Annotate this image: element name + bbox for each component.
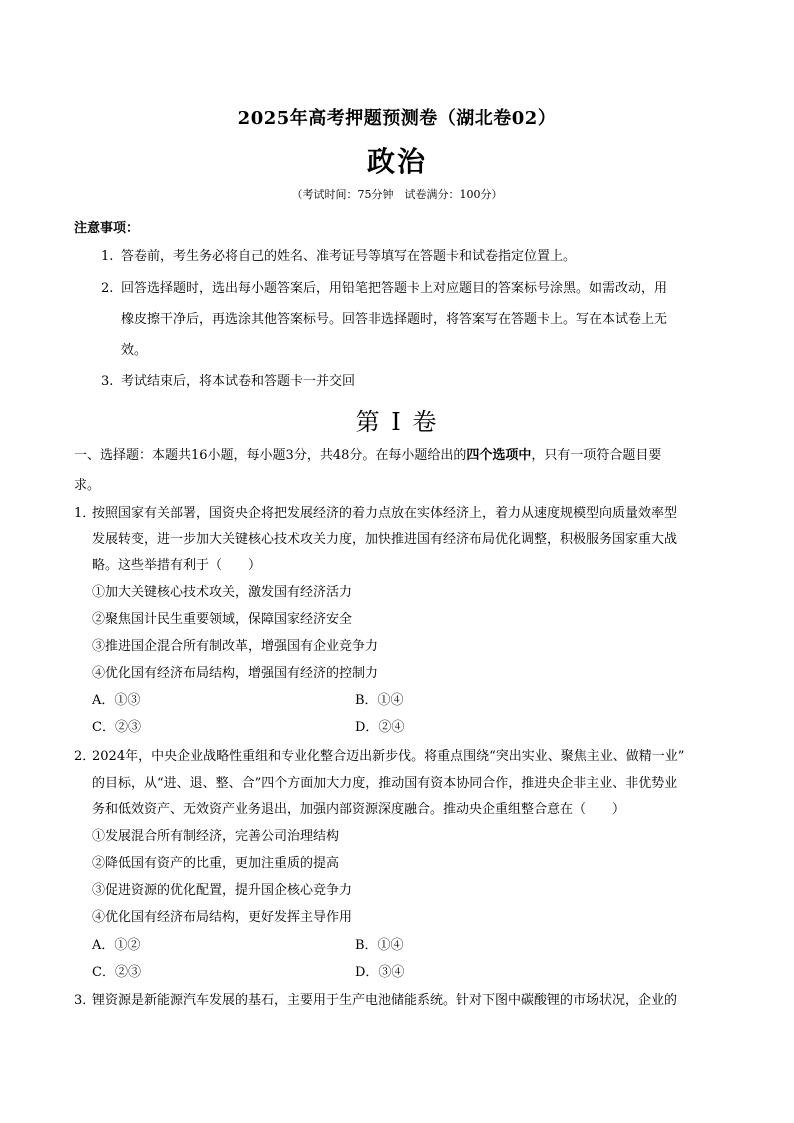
notice-item-3-number: 3. [101, 374, 114, 389]
instruction-emphasis: 四个选项中 [466, 448, 532, 463]
notice-item-2-number: 2. [101, 281, 114, 296]
section-title: 第 I 卷 [355, 408, 439, 436]
question-2-statement-3: ③促进资源的优化配置，提升国企核心竞争力 [92, 883, 353, 898]
question-1-option-b[interactable]: B．①④ [355, 693, 404, 708]
notice-item-3-text: 考试结束后，将本试卷和答题卡一并交回 [121, 374, 356, 389]
notice-item-2-text-line-2: 橡皮擦干净后，再选涂其他答案标号。回答非选择题时，将答案写在答题卡上。写在本试卷上无 [121, 312, 668, 327]
question-2-number: 2． [74, 749, 96, 764]
question-2-stem-line-1: 2024年，中央企业战略性重组和专业化整合迈出新步伐。将重点围绕“突出实业、聚焦主业、做精一业” [92, 749, 685, 764]
question-3-number: 3． [74, 993, 96, 1008]
notice-item-1-text: 答卷前，考生务必将自己的姓名、准考证号等填写在答题卡和试卷指定位置上。 [121, 249, 577, 264]
section-instruction-line-2: 求。 [74, 478, 101, 493]
notice-item-2-text-line-1: 回答选择题时，选出每小题答案后，用铅笔把答题卡上对应题目的答案标号涂黑。如需改动，用 [121, 281, 668, 296]
exam-title: 2025年高考押题预测卷（湖北卷02） [237, 108, 557, 129]
question-1-stem-line-3: 略。这些举措有利于（ ） [92, 558, 262, 573]
question-1-stem-line-2: 发展转变，进一步加大关键核心技术攻关力度，加快推进国有经济布局优化调整，积极服务国家重大战 [92, 532, 678, 547]
question-1-stem-line-1: 按照国家有关部署，国资央企将把发展经济的着力点放在实体经济上，着力从速度规模型向质量效率型 [92, 506, 678, 521]
notice-item-2-text-line-3: 效。 [121, 343, 148, 358]
question-2-option-b[interactable]: B．①④ [355, 938, 404, 953]
notice-heading: 注意事项： [74, 221, 140, 236]
question-1-statement-4: ④优化国有经济布局结构，增强国有经济的控制力 [92, 666, 379, 681]
subject-title: 政治 [366, 145, 427, 178]
question-1-statement-1: ①加大关键核心技术攻关，激发国有经济活力 [92, 585, 353, 600]
question-2-statement-2: ②降低国有资产的比重，更加注重质的提高 [92, 856, 340, 871]
notice-item-1-number: 1. [101, 249, 114, 264]
question-2-statement-4: ④优化国有经济布局结构，更好发挥主导作用 [92, 910, 353, 925]
question-1-number: 1． [74, 506, 96, 521]
question-1-statement-2: ②聚焦国计民生重要领域，保障国家经济安全 [92, 612, 353, 627]
exam-info: （考试时间：75分钟 试卷满分：100分） [291, 188, 503, 201]
question-1-statement-3: ③推进国企混合所有制改革，增强国有企业竞争力 [92, 639, 379, 654]
question-2-statement-1: ①发展混合所有制经济，完善公司治理结构 [92, 829, 340, 844]
question-1-option-a[interactable]: A．①③ [92, 693, 141, 708]
question-2-option-c[interactable]: C．②③ [92, 965, 141, 980]
instruction-part-c: ，只有一项符合题目要 [531, 448, 662, 463]
section-instruction-line-1 [74, 446, 661, 466]
question-1-option-d[interactable]: D．②④ [355, 720, 405, 735]
question-2-option-d[interactable]: D．③④ [355, 965, 405, 980]
question-2-stem-line-2: 的目标，从“进、退、整、合”四个方面加大力度，推动国有资本协同合作，推进央企非主业、非优势业 [92, 776, 678, 791]
question-2-stem-line-3: 务和低效资产、无效资产业务退出，加强内部资源深度融合。推动央企重组整合意在（ ） [92, 802, 626, 817]
instruction-part-a: 一、选择题：本题共16小题，每小题3分，共48分。在每小题给出的 [74, 448, 467, 463]
question-1-option-c[interactable]: C．②③ [92, 720, 141, 735]
question-3-stem-line-1: 锂资源是新能源汽车发展的基石，主要用于生产电池储能系统。针对下图中碳酸锂的市场状况，企业的 [92, 993, 678, 1008]
question-2-option-a[interactable]: A．①② [92, 938, 141, 953]
